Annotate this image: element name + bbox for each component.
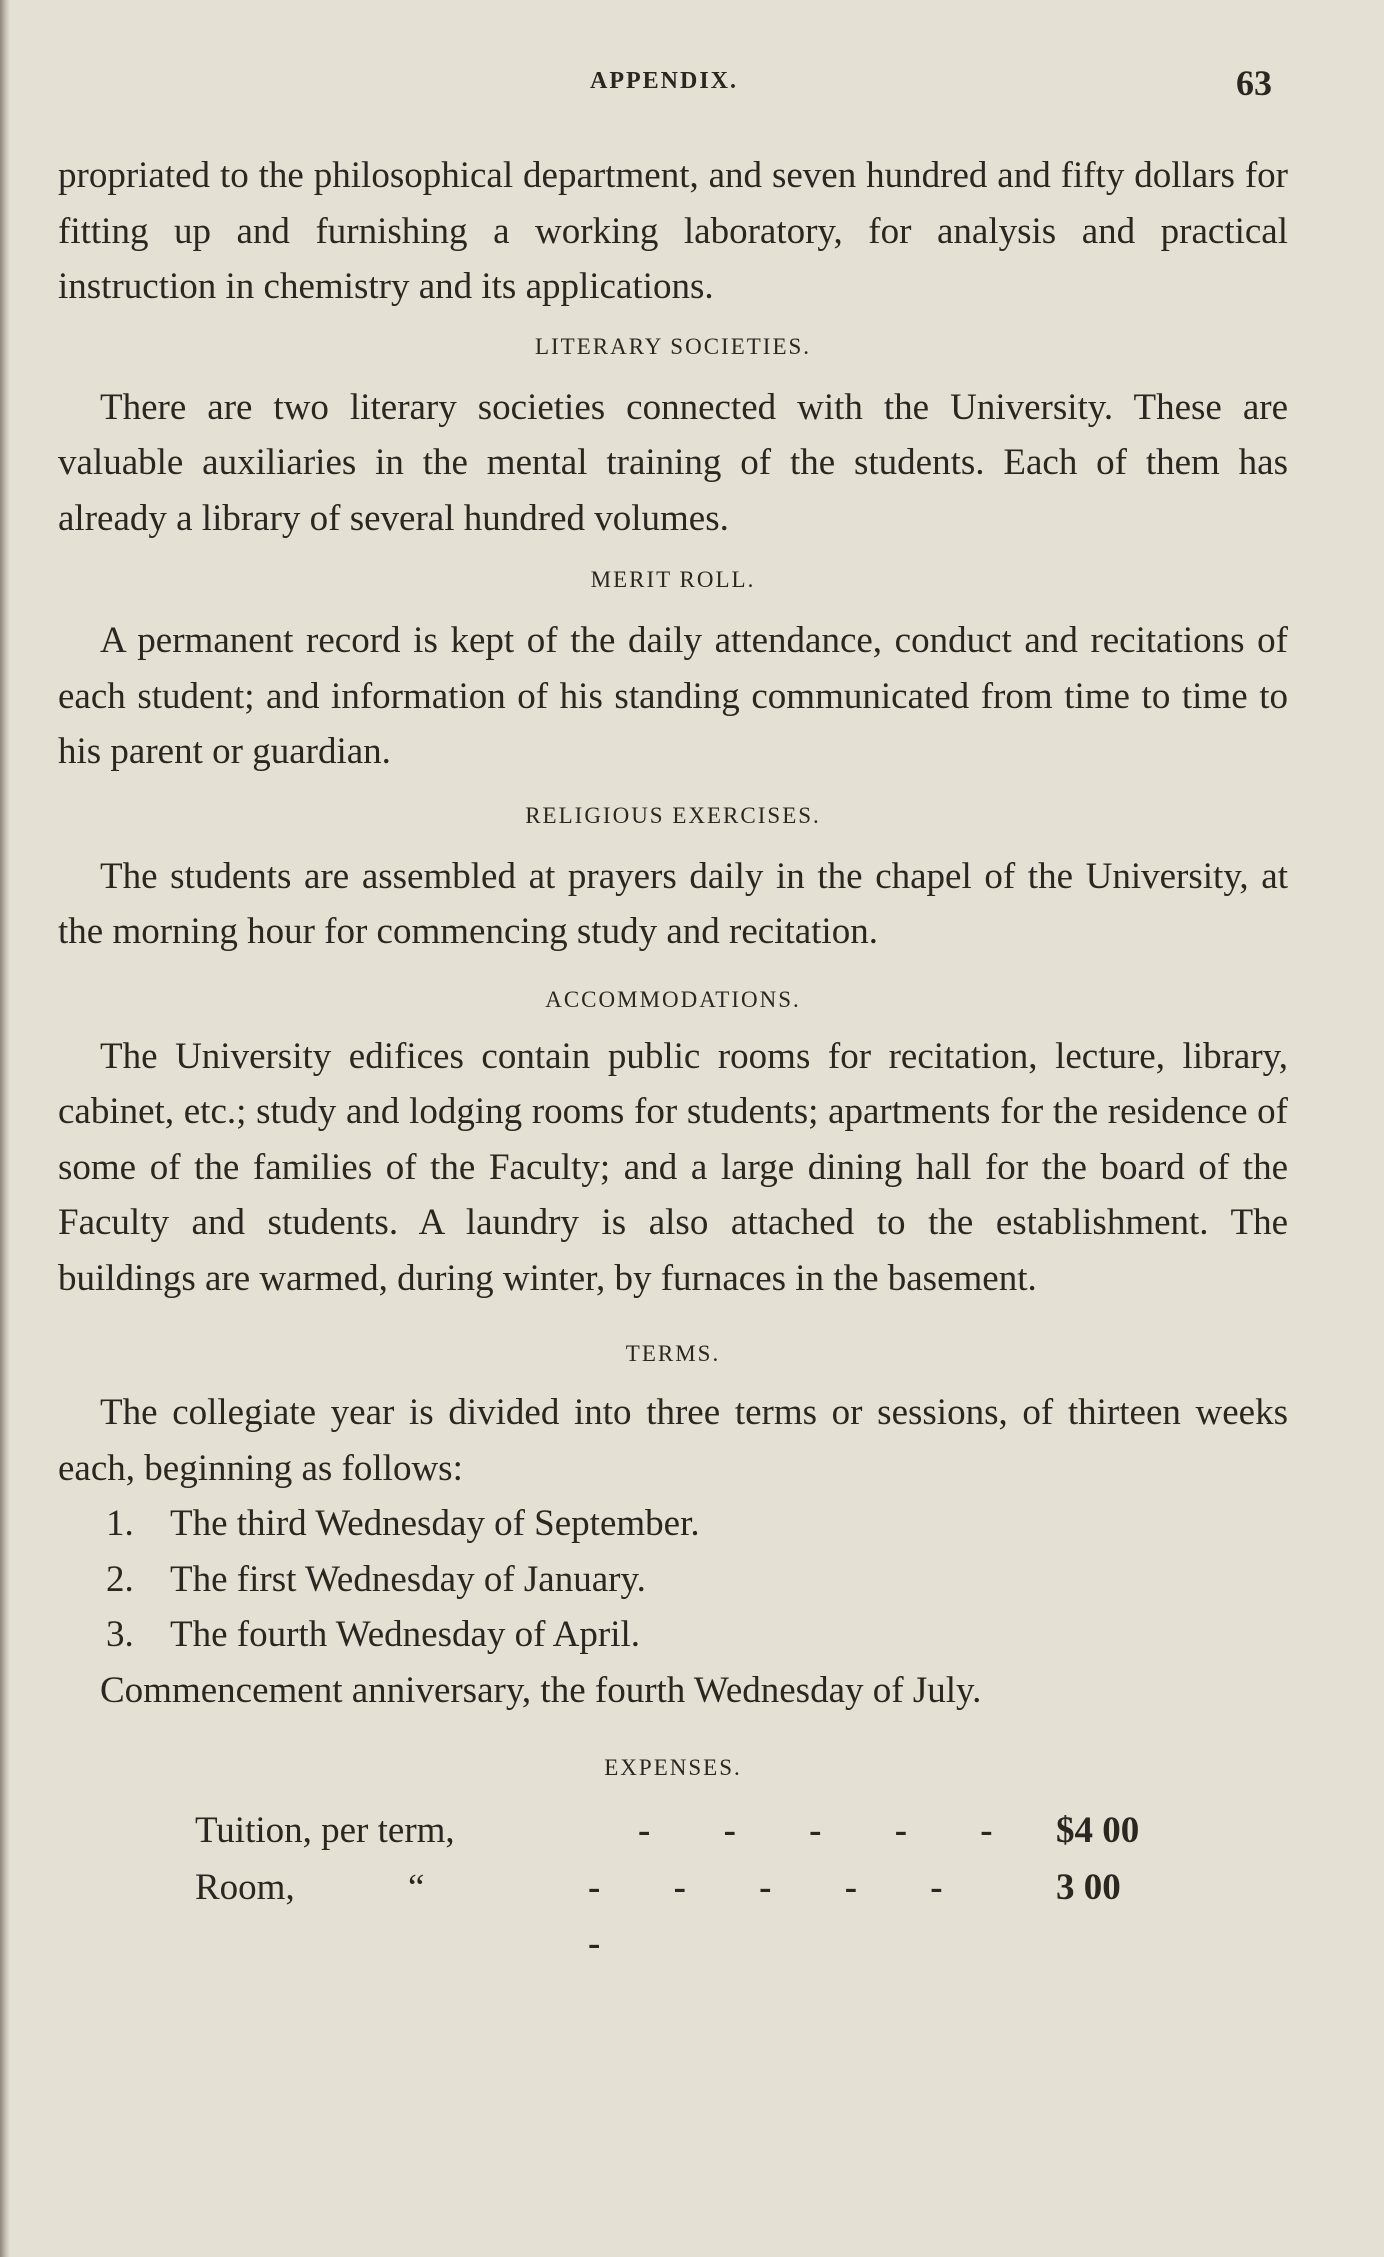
expense-label: Room, (195, 1867, 295, 1908)
page-spine-shadow (0, 0, 10, 2257)
intro-paragraph: propriated to the philosophical department, and seven hundred and fifty dollars for fitting up and furnishing a working laboratory, for analysis and practical instruction in chemistry and its applications. (58, 155, 1288, 307)
commencement-line: Commencement anniversary, the fourth Wednesday of July. (100, 1669, 982, 1711)
religious-paragraph: The students are assembled at prayers daily in the chapel of the University, at the morning hour for commencing study and recitation. (58, 855, 1288, 952)
expense-ditto-mark: “ (408, 1867, 425, 1908)
term-text: The first Wednesday of January. (170, 1558, 646, 1600)
term-text: The third Wednesday of September. (170, 1503, 700, 1544)
term-item (58, 1552, 1288, 1608)
dot-leader: - - - - - - (588, 1867, 975, 1964)
accommodations-paragraph: The University edifices contain public rooms for recitation, lecture, library, cabinet, etc.; study and lodging rooms for students; apartments for the residence of some of the families of the Faculty; and a large dining hall for the board of the Faculty and students. A laundry is also attached to the establishment. The buildings are warmed, during winter, by furnaces in the basement. (58, 1035, 1288, 1299)
running-head: APPENDIX. (590, 68, 738, 94)
heading-terms: TERMS. (625, 1341, 721, 1366)
heading-literary-societies: LITERARY SOCIETIES. (534, 333, 812, 359)
page-body (58, 148, 1288, 1964)
merit-paragraph: A permanent record is kept of the daily attendance, conduct and recitations of each student; and information of his standing communicated from time to time to his parent or guardian. (58, 620, 1288, 772)
expense-label: Tuition, per term, (195, 1810, 455, 1851)
term-number: 2. (106, 1558, 134, 1600)
term-item (58, 1607, 1288, 1663)
page-header (0, 63, 1384, 108)
term-item (58, 1496, 1288, 1552)
term-text: The fourth Wednesday of April. (170, 1614, 641, 1655)
heading-religious-exercises: RELIGIOUS EXERCISES. (525, 802, 821, 828)
heading-accommodations: ACCOMMODATIONS. (545, 986, 801, 1012)
heading-merit-roll: MERIT ROLL. (590, 567, 756, 592)
expense-amount: $4 00 (1056, 1810, 1140, 1851)
literary-paragraph: There are two literary societies connected with the University. These are valuable auxiliaries in the mental training of the students. Each of them has already a library of several hundred volumes. (58, 386, 1288, 539)
dot-leader: - - - - - (638, 1810, 1025, 1851)
heading-expenses: EXPENSES. (604, 1755, 742, 1780)
expense-row-room (58, 1860, 1288, 1964)
expense-row-tuition (58, 1803, 1288, 1860)
expense-amount: 3 00 (1056, 1867, 1121, 1908)
term-number: 1. (106, 1503, 134, 1544)
terms-paragraph: The collegiate year is divided into three terms or sessions, of thirteen weeks each, beginning as follows: (58, 1392, 1288, 1489)
term-number: 3. (106, 1614, 134, 1655)
page-number: 63 (1236, 63, 1272, 103)
